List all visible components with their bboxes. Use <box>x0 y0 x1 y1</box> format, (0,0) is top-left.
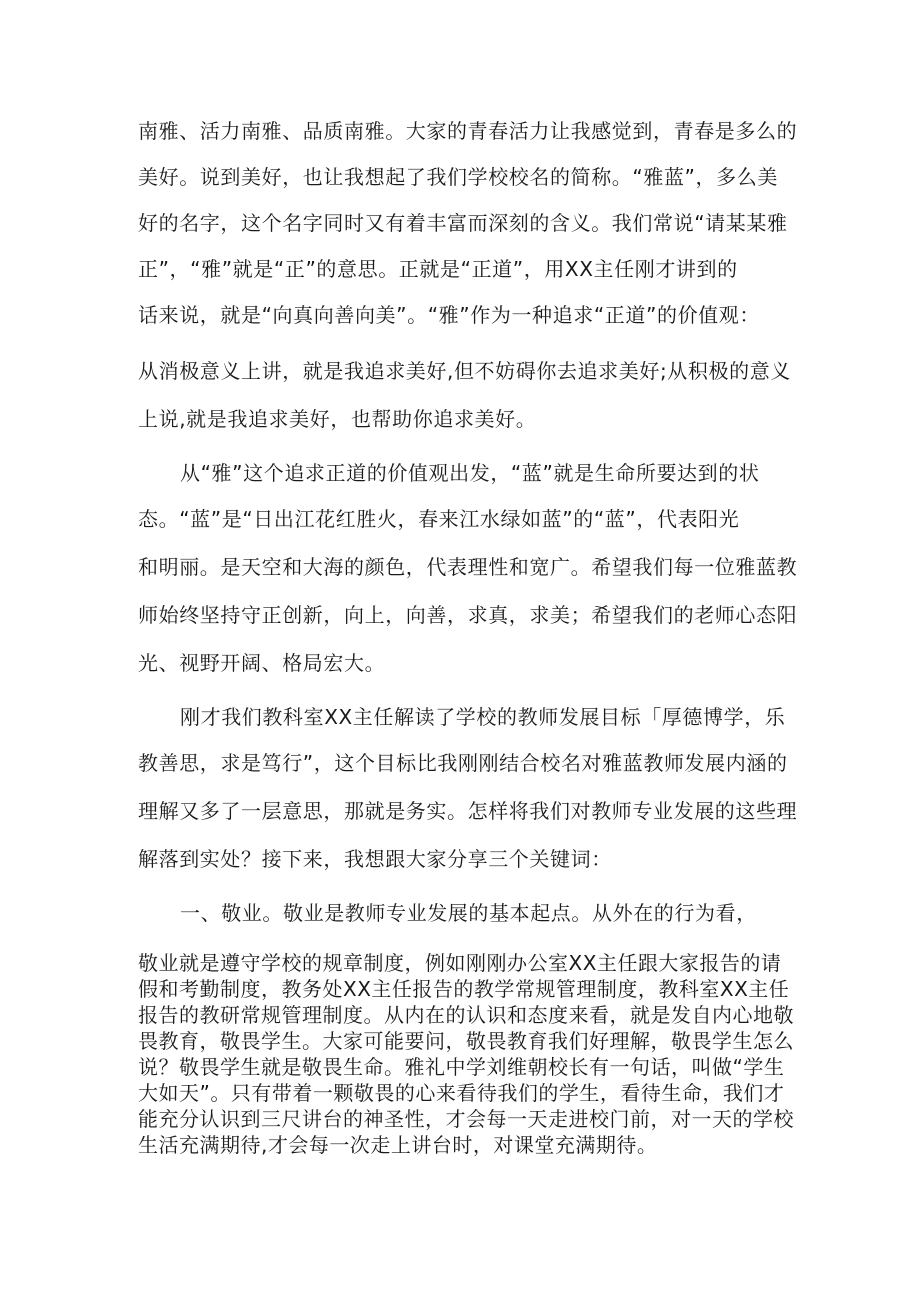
paragraph-5-line: 能充分认识到三尺讲台的神圣性，才会每一天走进校门前，对一天的学校 <box>138 1107 794 1131</box>
paragraph-1-line: 好的名字，这个名字同时又有着丰富而深刻的含义。我们常说“请某某雅 <box>138 211 788 235</box>
paragraph-5-line: 畏教育，敬畏学生。大家可能要问，敬畏教育我们好理解，敬畏学生怎么 <box>138 1029 794 1053</box>
paragraph-5-line: 大如天”。只有带着一颗敬畏的心来看待我们的学生，看待生命，我们才 <box>138 1081 785 1105</box>
paragraph-3-line: 理解又多了一层意思，那就是务实。怎样将我们对教师专业发展的这些理 <box>138 799 798 823</box>
paragraph-2-line: 光、视野开阔、格局宏大。 <box>138 651 386 675</box>
paragraph-2-line: 从“雅”这个追求正道的价值观出发，“蓝”就是生命所要达到的状 <box>180 461 760 485</box>
paragraph-5-line: 敬业就是遵守学校的规章制度，例如刚刚办公室XX主任跟大家报告的请 <box>138 951 782 975</box>
paragraph-5-line: 说？敬畏学生就是敬畏生命。雅礼中学刘维朝校长有一句话，叫做“学生 <box>138 1055 785 1079</box>
paragraph-1-line: 正”，“雅”就是“正”的意思。正就是“正道”，用XX主任刚才讲到的 <box>138 257 738 281</box>
paragraph-1-line: 南雅、活力南雅、品质南雅。大家的青春活力让我感觉到，青春是多么的 <box>138 119 798 143</box>
paragraph-5-line: 报告的教研常规管理制度。从内在的认识和态度来看，就是发自内心地敬 <box>138 1003 794 1027</box>
paragraph-1-line: 话来说，就是“向真向善向美”。“雅”作为一种追求“正道”的价值观： <box>138 303 760 327</box>
paragraph-1-line: 从消极意义上讲，就是我追求美好,但不妨碍你去追求美好;从积极的意义 <box>138 359 791 383</box>
paragraph-2-line: 态。“蓝”是“日出江花红胜火，春来江水绿如蓝”的“蓝”，代表阳光 <box>138 507 740 531</box>
section-heading-jingye: 一、敬业。敬业是教师专业发展的基本起点。从外在的行为看， <box>180 901 757 925</box>
paragraph-3-line: 解落到实处？接下来，我想跟大家分享三个关键词： <box>138 847 612 871</box>
paragraph-3-line: 刚才我们教科室XX主任解读了学校的教师发展目标「厚德博学，乐 <box>180 705 786 729</box>
paragraph-2-line: 和明丽。是天空和大海的颜色，代表理性和宽广。希望我们每一位雅蓝教 <box>138 555 798 579</box>
paragraph-5-line: 假和考勤制度，教务处XX主任报告的教学常规管理制度，教科室XX主任 <box>138 977 790 1001</box>
paragraph-1-line: 美好。说到美好，也让我想起了我们学校校名的简称。“雅蓝”，多么美 <box>138 165 778 189</box>
paragraph-1-line: 上说,就是我追求美好，也帮助你追求美好。 <box>138 407 537 431</box>
paragraph-2-line: 师始终坚持守正创新，向上，向善，求真，求美；希望我们的老师心态阳 <box>138 603 798 627</box>
paragraph-3-line: 教善思，求是笃行”，这个目标比我刚刚结合校名对雅蓝教师发展内涵的 <box>138 751 788 775</box>
paragraph-5-line: 生活充满期待,才会每一次走上讲台时，对课堂充满期待。 <box>138 1133 658 1157</box>
